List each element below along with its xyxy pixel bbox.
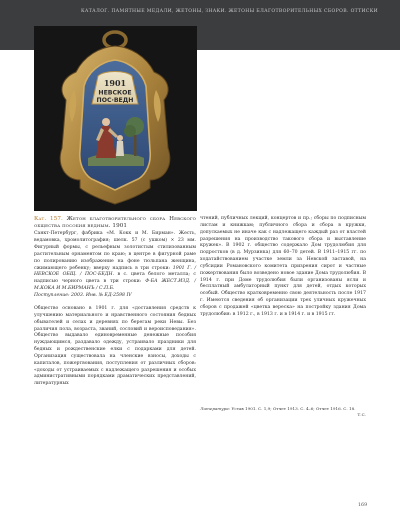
caption-inscription: 1901 Г. / НЕВСКОЕ ОБЩ. / ПОС-БЕДН. <box>34 265 197 278</box>
child-figure <box>116 135 124 156</box>
medal-year: 1901 <box>103 78 127 88</box>
caption-description-2: в с. цвета белого металла; с надписью черного цвета в три строки: <box>34 272 197 285</box>
paragraph-right: чтений, публичных лекций, концертов и пр.; сборы по подписным листам и книжкам; публичного сбора и сбора в кружки, допускаемых не иначе как с надлежащего каждый раз от властей разрешения на производство такового сбора и выставление кружек». В 1902 г. общество содержало Дом трудолюбия для подростков (в д. Мурзинка) для 60–70 детей. В 1911–1915 гг. по ходатайствованием участке земли за Невской заставой, на субсидии Романовского комитета призрения сирот и частные пожертвования было возведено новое здание Дома трудолюбия. В 1914 г. при Доме трудолюбия были организованы ясли и бесплатный амбулаторный пункт для детей, отдых которых особый. Общество кратковременно свою деятельность после 1917 г. Имеются сведения об организации трех уличных кружечных сборов с продажей «цветка вереска» на постройку здания Дома трудолюбия: в 1912 г., в 1913 г. и в 1914 г. и в 1915 гг. <box>200 216 366 317</box>
caption-body <box>34 231 196 299</box>
literature-label: Литература: <box>200 406 231 411</box>
literature-note <box>200 406 366 418</box>
medal-line-2: ПОС·ВЕДН <box>96 97 134 104</box>
badge-photo <box>46 30 184 206</box>
caption-title: Жетон благотворительного сбора Невского общества пособия ведным. 1901 <box>34 216 196 230</box>
literature-text: Устав 1901. С. 1,9; Отчет 1913. С. 4–6; Отчет 1916. С. 18. <box>231 406 356 411</box>
caption-title-line <box>34 216 196 230</box>
catalog-number: Кат. 157. <box>34 216 63 222</box>
caption-description: Санкт-Петербург, фабрика «М. Кокк и М. Бирман». Жесть, ведамовка, хромолитография; шелк. 57 (с ушком) × 23 мм. Фигурный формы, с рельефным золотистым стилизованным растительным орнаментом по краю; в центре в фигурной раме по полированию изображение на фоне тюльпана женщина, сжимающего ребенку; вверху надпись в три строки: <box>34 231 196 271</box>
paragraph-left: Общество основано в 1901 г. для «доставления средств к улучшению материального и нравственного состояния бедных обывателей и селах и деревнях по берегам реки Невы. Без различия пола, возраста, званий, сословий и вероисповедания». Общество выдавало единовременные денежные пособия нуждающимся, раздавало одежду, устраивало праздники для бедных и рождественские елки с подарками для детей. Организация существовала на членские взносы, доходы с капиталов, пожертвования, поступления от различных сборов: «доходы от устраиваемых с надлежащего разрешения и особых административными порядками драматических представлений, литературных <box>34 306 196 387</box>
body-text-right <box>200 216 366 319</box>
author-initials: Т.С. <box>357 412 366 417</box>
caption-maker: Ф-БА ЖЕСТ.ИЗД. / М.КОКА И М.БИРМАНЪ / С.П.Б. <box>34 279 196 292</box>
running-head: КАТАЛОГ. ПАМЯТНЫЕ МЕДАЛИ, ЖЕТОНЫ, ЗНАКИ. ЖЕТОНЫ БЛАГОТВОРИТЕЛЬНЫХ СБОРОВ. ОТТИСКИ <box>81 9 378 14</box>
catalog-caption <box>34 216 196 300</box>
page-number: 169 <box>358 503 368 508</box>
medal-line-1: НЕВСКОЕ <box>98 89 132 97</box>
body-text-left <box>34 306 196 388</box>
caption-provenance: Поступление: 2003. Инв. № ЕД-2598 IV <box>34 293 132 298</box>
